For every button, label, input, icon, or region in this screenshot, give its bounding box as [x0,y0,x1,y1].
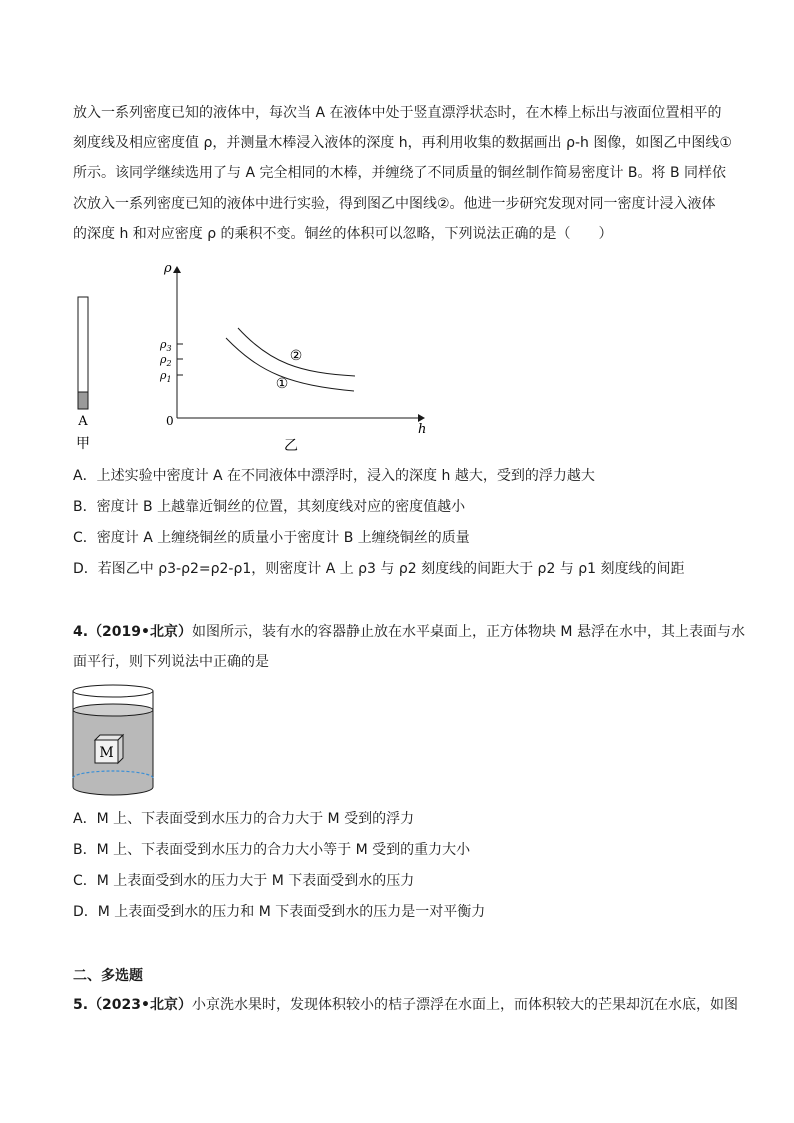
q4-text-line-2: 面平行，则下列说法中正确的是 [73,654,269,670]
figure-container [68,682,158,800]
cube-m-label: M [99,745,114,761]
q4-option-c: C．M 上表面受到水的压力大于 M 下表面受到水的压力 [73,873,415,889]
q5-number: 5. [73,997,89,1013]
origin-label: 0 [166,414,174,428]
section-title-multi-choice: 二、多选题 [73,968,143,984]
figure-yi-caption: 乙 [284,438,298,454]
tick-label-p2: $\rho_2$ [160,353,172,368]
q5-source: （2023•北京） [88,997,192,1013]
q4-option-d: D．M 上表面受到水的压力和 M 下表面受到水的压力是一对平衡力 [73,904,486,920]
curve-2-label: ② [289,348,303,364]
tick-label-p3: $\rho_3$ [160,338,172,353]
q4-text-line-1 [73,622,745,642]
q3-text-line-1: 放入一系列密度已知的液体中，每次当 A 在液体中处于竖直漂浮状态时，在木棒上标出与液面位置相平的 [73,105,722,121]
q3-text-line-2: 刻度线及相应密度值 ρ，并测量木棒浸入液体的深度 h，再利用收集的数据画出 ρ-h 图像，如图乙中图线① [73,135,732,151]
cube-m [95,735,123,763]
q3-option-d: D．若图乙中 ρ3-ρ2=ρ2-ρ1，则密度计 A 上 ρ3 与 ρ2 刻度线的间距大于 ρ2 与 ρ1 刻度线的间距 [73,561,685,577]
q3-text-line-4: 次放入一系列密度已知的液体中进行实验，得到图乙中图线②。他进一步研究发现对同一密度计浸入液体 [73,196,716,212]
y-axis-label: ρ [164,261,172,276]
curve-1-label: ① [275,376,289,392]
tick-label-p1: $\rho_1$ [160,369,172,384]
q3-option-a: A．上述实验中密度计 A 在不同液体中漂浮时，浸入的深度 h 越大，受到的浮力越大 [73,468,595,484]
q3-text-line-5: 的深度 h 和对应密度 ρ 的乘积不变。铜丝的体积可以忽略，下列说法正确的是（ ） [73,226,613,242]
q4-stem: 如图所示，装有水的容器静止放在水平桌面上，正方体物块 M 悬浮在水中，其上表面与水 [191,624,745,640]
q5-stem: 小京洗水果时，发现体积较小的桔子漂浮在水面上，而体积较大的芒果却沉在水底，如图 [191,997,738,1013]
figure-yi [150,255,440,455]
q4-number: 4. [73,624,89,640]
container-rim [73,685,153,697]
water-surface [73,704,153,716]
copper-wire [78,392,88,409]
q3-option-c: C．密度计 A 上缠绕铜丝的质量小于密度计 B 上缠绕铜丝的质量 [73,530,470,546]
x-axis-label: h [418,422,427,437]
figure-jia-caption: 甲 [76,436,90,452]
figure-jia [60,285,110,455]
q4-option-b: B．M 上、下表面受到水压力的合力大小等于 M 受到的重力大小 [73,842,471,858]
q5-text-line-1 [73,995,738,1015]
densimeter-label: A [78,414,88,429]
q4-source: （2019•北京） [88,624,192,640]
q3-option-b: B．密度计 B 上越靠近铜丝的位置，其刻度线对应的密度值越小 [73,499,466,515]
q3-text-line-3: 所示。该同学继续选用了与 A 完全相同的木棒，并缠绕了不同质量的铜丝制作简易密度计 B。将 B 同样依 [73,165,727,181]
q4-option-a: A．M 上、下表面受到水压力的合力大于 M 受到的浮力 [73,811,415,827]
